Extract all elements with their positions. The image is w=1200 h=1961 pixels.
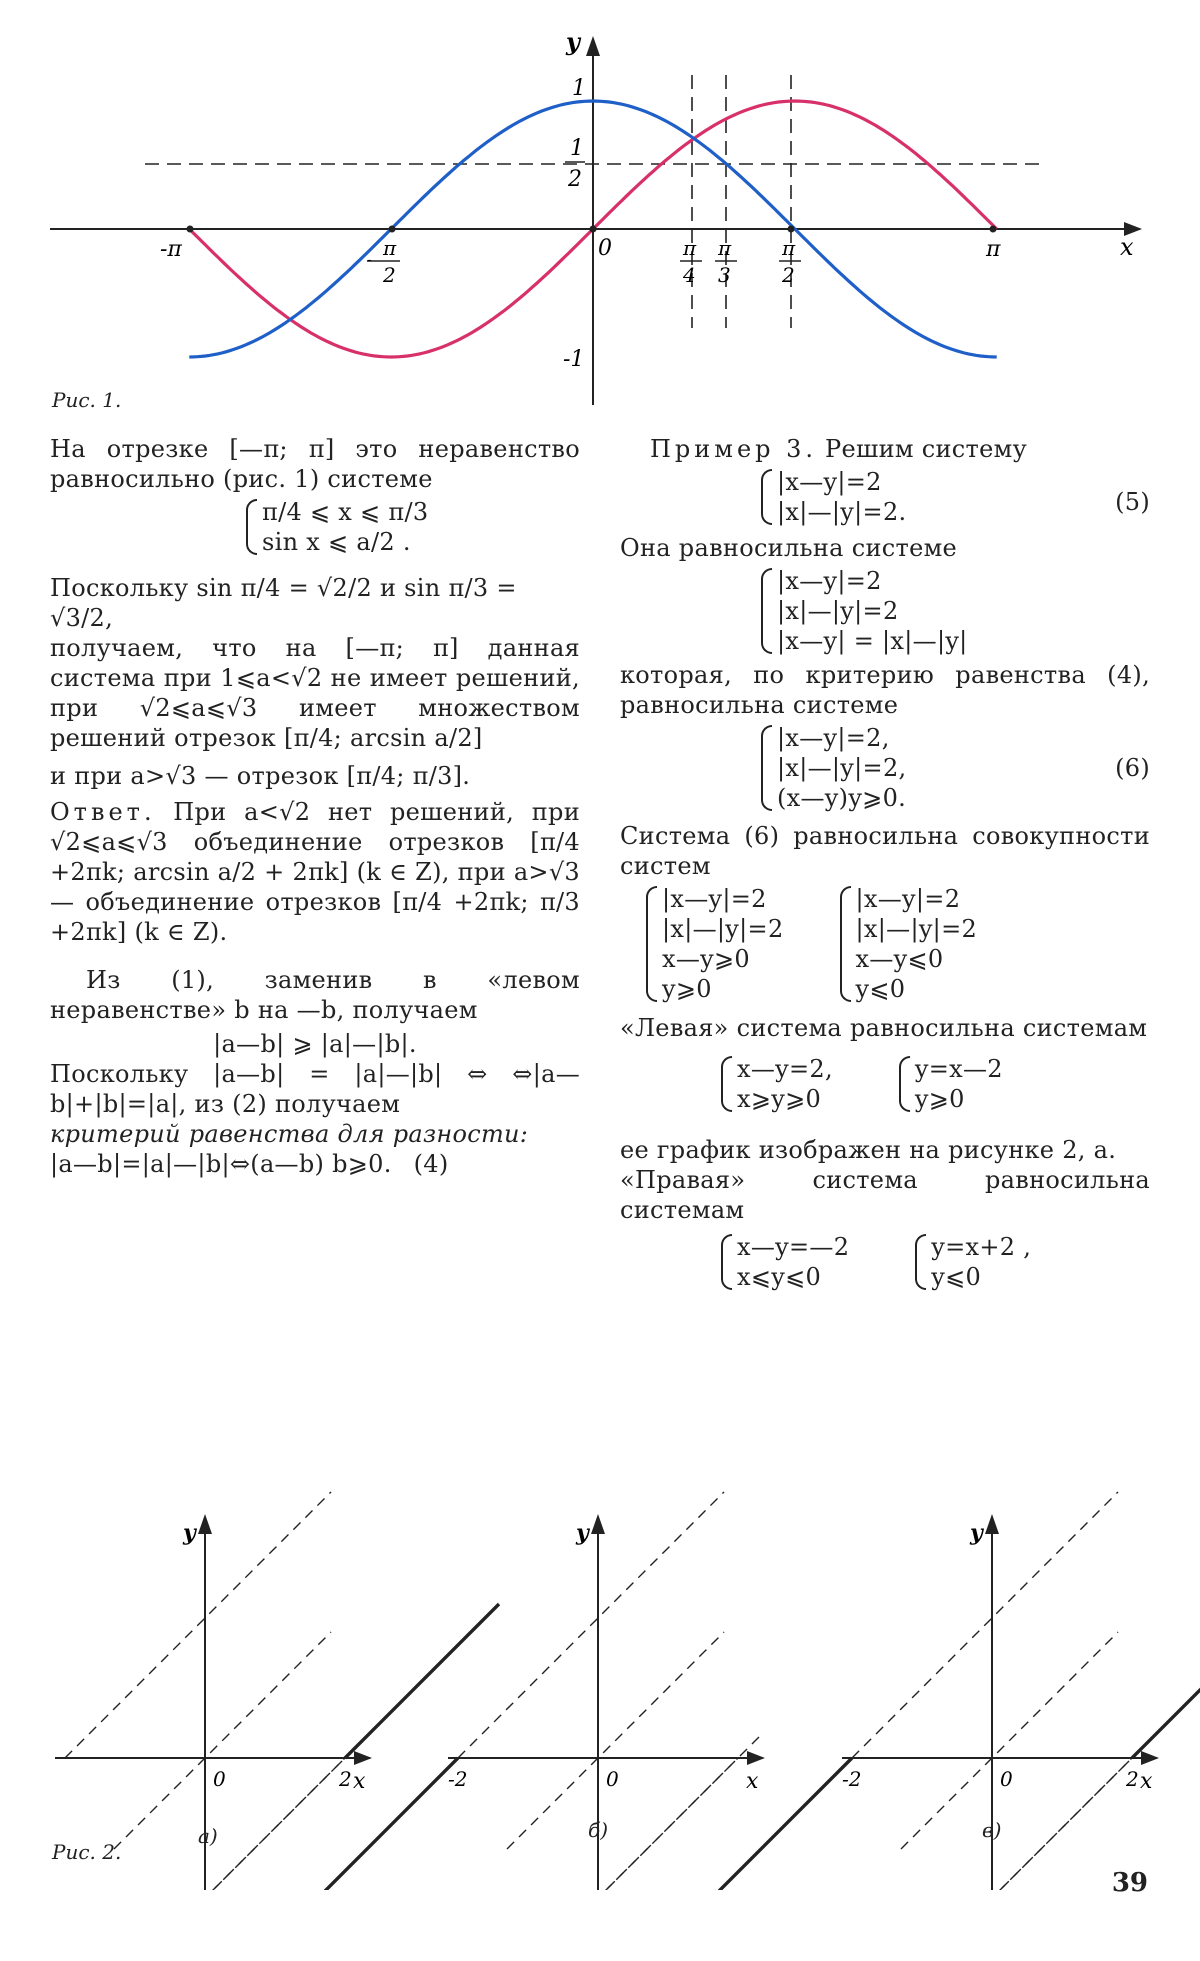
panel-a-y-arrow [198, 1514, 212, 1534]
system-right-case-line-4: y⩽0 [855, 975, 906, 1003]
panel-a-origin-label: 0 [213, 1767, 226, 1791]
system-equivalent-line-3: |x—y| = |x|—|y| [777, 627, 968, 655]
panel-a-x-arrow [354, 1751, 372, 1765]
figure-1-caption: Рис. 1. [52, 388, 122, 412]
panel-a-x-label: x [353, 1769, 366, 1794]
panel-b-dashed-lower-left [476, 1737, 760, 1890]
panel-c-solid-ray-left [698, 1758, 852, 1890]
page-number: 39 [1111, 1868, 1148, 1898]
system-right-result-2 [909, 1232, 1031, 1292]
right-column [620, 434, 1150, 1295]
system-pair-row [640, 881, 1150, 1007]
label-minus-pi2-num: π [383, 236, 397, 260]
panel-c-origin-label: 0 [1000, 1767, 1013, 1791]
system-right-result-row [715, 1229, 1150, 1295]
answer-text: При a<√2 нет решений, при √2⩽a⩽√3 объединение отрезков [π/4 +2πk; arcsin a/2 + 2πk] (k ∈ Z), при a>√3 — объединение отрезков [π/4 +2πk; π/3 +2πk] (k ∈ Z). [50, 798, 580, 946]
panel-c-label-two: 2 [1126, 1767, 1139, 1791]
y-axis-label: y [566, 27, 580, 56]
label-pi3-den: 3 [718, 263, 731, 287]
panel-b-dashed-diagonal [507, 1632, 724, 1849]
label-minus-pi2-den: 2 [383, 263, 396, 287]
panel-b-x-label: x [746, 1769, 759, 1794]
system-5-number: (5) [1115, 488, 1150, 516]
system-1-line-2: sin x ⩽ a/2 . [262, 528, 411, 556]
system-6-line-1: |x—y|=2, [777, 724, 890, 752]
right-paragraph-1: Она равносильна системе [620, 534, 958, 562]
panel-a-caption: а) [198, 1824, 218, 1848]
formula-criterion-number: (4) [413, 1150, 449, 1178]
label-pi4-num: π [683, 236, 697, 260]
label-minus-pi: -π [160, 237, 182, 262]
panel-c-dashed-diagonal [901, 1632, 1118, 1849]
panel-c-dashed-lower-left [870, 1737, 1154, 1890]
system-left-case-line-2: |x|—|y|=2 [662, 915, 784, 943]
formula-criterion [50, 1149, 580, 1179]
system-5 [755, 467, 1150, 527]
panel-c-x-label: x [1140, 1769, 1153, 1794]
tick-label-one: 1 [572, 76, 586, 101]
panel-a-dashed-diagonal [114, 1632, 331, 1849]
formula-criterion-text: |a—b|=|a|—|b|⇔(a—b) b⩾0. [50, 1150, 392, 1178]
system-6 [755, 723, 1150, 813]
system-right-result-1 [715, 1232, 849, 1292]
system-equivalent-line-2: |x|—|y|=2 [777, 597, 899, 625]
system-equivalent [755, 566, 1150, 656]
left-column [50, 434, 580, 1179]
system-1 [240, 497, 580, 557]
figure-2-caption: Рис. 2. [52, 1840, 122, 1864]
answer-paragraph [50, 797, 580, 947]
point-pi2 [788, 226, 795, 233]
right-paragraph-3: Система (6) равносильна совокупности систем [620, 822, 1150, 880]
system-right-result-1-line-2: x⩽y⩽0 [737, 1263, 822, 1291]
formula-triangle-inequality: |a—b| ⩾ |a|—|b|. [213, 1030, 417, 1058]
panel-b-y-label: y [576, 1520, 589, 1546]
system-left-result-2-line-1: y=x—2 [914, 1055, 1003, 1083]
left-paragraph-2b: получаем, что на [—π; π] данная система при 1⩽a<√2 не имеет решений, при √2⩽a⩽√3 имеет множеством решений отрезок [π/4; arcsin a/2] [50, 634, 580, 752]
system-left-case-line-1: |x—y|=2 [662, 885, 767, 913]
system-left-case-line-3: x—y⩾0 [662, 945, 750, 973]
system-6-line-2: |x|—|y|=2, [777, 754, 907, 782]
left-paragraph-4b: критерий равенства для разности: [50, 1120, 529, 1148]
panel-c-solid-ray-right [1132, 1604, 1200, 1758]
system-6-number: (6) [1115, 754, 1150, 782]
panel-b-label-minus-two: -2 [448, 1767, 468, 1791]
label-pi2-den: 2 [782, 263, 795, 287]
panel-a-y-label: y [183, 1520, 196, 1546]
left-paragraph-1: На отрезке [—π; π] это неравенство равносильно (рис. 1) системе [50, 435, 580, 493]
system-6-line-3: (x—y)y⩾0. [777, 784, 907, 812]
right-paragraph-6: «Правая» система равносильна системам [620, 1166, 1150, 1224]
origin-label: 0 [598, 236, 612, 261]
system-right-case-line-2: |x|—|y|=2 [855, 915, 978, 943]
panel-a-dashed-lower-left [83, 1737, 367, 1890]
panel-a-label-two: 2 [339, 1767, 352, 1791]
system-left-case [640, 884, 784, 1004]
system-1-line-1: π/4 ⩽ x ⩽ π/3 [262, 498, 429, 526]
left-paragraph-2a: Поскольку sin π/4 = √2/2 и sin π/3 = √3/2, [50, 574, 517, 632]
label-pi2-num: π [782, 236, 796, 260]
label-pi4-den: 4 [683, 263, 696, 287]
tick-label-minus-one: -1 [563, 347, 585, 372]
point-minus-pi2 [389, 226, 396, 233]
point-minus-pi [187, 226, 194, 233]
system-left-result-1-line-2: x⩾y⩾0 [737, 1085, 822, 1113]
system-right-case-line-1: |x—y|=2 [855, 885, 961, 913]
panel-b-x-arrow [747, 1751, 765, 1765]
panel-c-caption: в) [982, 1818, 1002, 1842]
panel-b-origin-label: 0 [606, 1767, 619, 1791]
panel-b-y-arrow [591, 1514, 605, 1534]
system-equivalent-line-1: |x—y|=2 [777, 567, 882, 595]
answer-label: Ответ. [50, 798, 156, 826]
point-pi [990, 226, 997, 233]
panel-c-dashed-upper [852, 1492, 1118, 1758]
example-text: Решим систему [825, 435, 1028, 463]
system-left-result-row [715, 1051, 1150, 1117]
system-left-case-line-4: y⩾0 [662, 975, 712, 1003]
right-paragraph-5: ее график изображен на рисунке 2, а. [620, 1136, 1117, 1164]
panel-b-caption: б) [588, 1818, 609, 1842]
example-heading [620, 434, 1150, 464]
system-right-result-2-line-2: y⩽0 [931, 1263, 982, 1291]
right-paragraph-4: «Левая» система равносильна системам [620, 1014, 1148, 1042]
tick-label-half-den: 2 [568, 167, 582, 192]
system-left-result-1-line-1: x—y=2, [737, 1055, 833, 1083]
left-paragraph-4a: Поскольку |a—b| = |a|—|b| ⇔ ⇔|a—b|+|b|=|a|, из (2) получаем [50, 1060, 580, 1118]
panel-b-solid-ray-left [304, 1758, 458, 1890]
panel-c-y-label: y [970, 1520, 983, 1546]
system-left-result-2-line-2: y⩾0 [914, 1085, 965, 1113]
label-minus-pi2-minus: - [367, 252, 372, 268]
left-paragraph-3: Из (1), заменив в «левом неравенстве» b на —b, получаем [50, 966, 580, 1024]
system-5-row [620, 467, 1150, 527]
right-paragraph-2: которая, по критерию равенства (4), равносильна системе [620, 661, 1150, 719]
system-left-result-1 [715, 1054, 833, 1114]
panel-c-label-minus-two: -2 [842, 1767, 862, 1791]
system-6-row [620, 723, 1150, 813]
y-axis-arrow [586, 36, 600, 56]
system-right-case [834, 884, 978, 1004]
label-pi3-num: π [718, 236, 732, 260]
left-paragraph-2c: и при a>√3 — отрезок [π/4; π/3]. [50, 762, 471, 790]
system-left-result-2 [893, 1054, 1003, 1114]
point-origin [590, 226, 597, 233]
tick-label-half-num: 1 [570, 136, 584, 161]
panel-c-y-arrow [985, 1514, 999, 1534]
figure-1-graph [0, 0, 1200, 420]
panel-c-x-arrow [1141, 1751, 1159, 1765]
panel-a-solid-ray-right [345, 1604, 499, 1758]
system-right-result-2-line-1: y=x+2 , [931, 1233, 1032, 1261]
x-axis-label: x [1120, 233, 1134, 261]
label-pi: π [986, 237, 1001, 262]
panel-a-dashed-upper [65, 1492, 331, 1758]
panel-b-dashed-upper [458, 1492, 724, 1758]
system-right-case-line-3: x—y⩽0 [855, 945, 944, 973]
system-right-result-1-line-1: x—y=—2 [737, 1233, 850, 1261]
system-5-line-2: |x|—|y|=2. [777, 498, 907, 526]
system-5-line-1: |x—y|=2 [777, 468, 882, 496]
example-label: Пример 3. [650, 435, 818, 463]
